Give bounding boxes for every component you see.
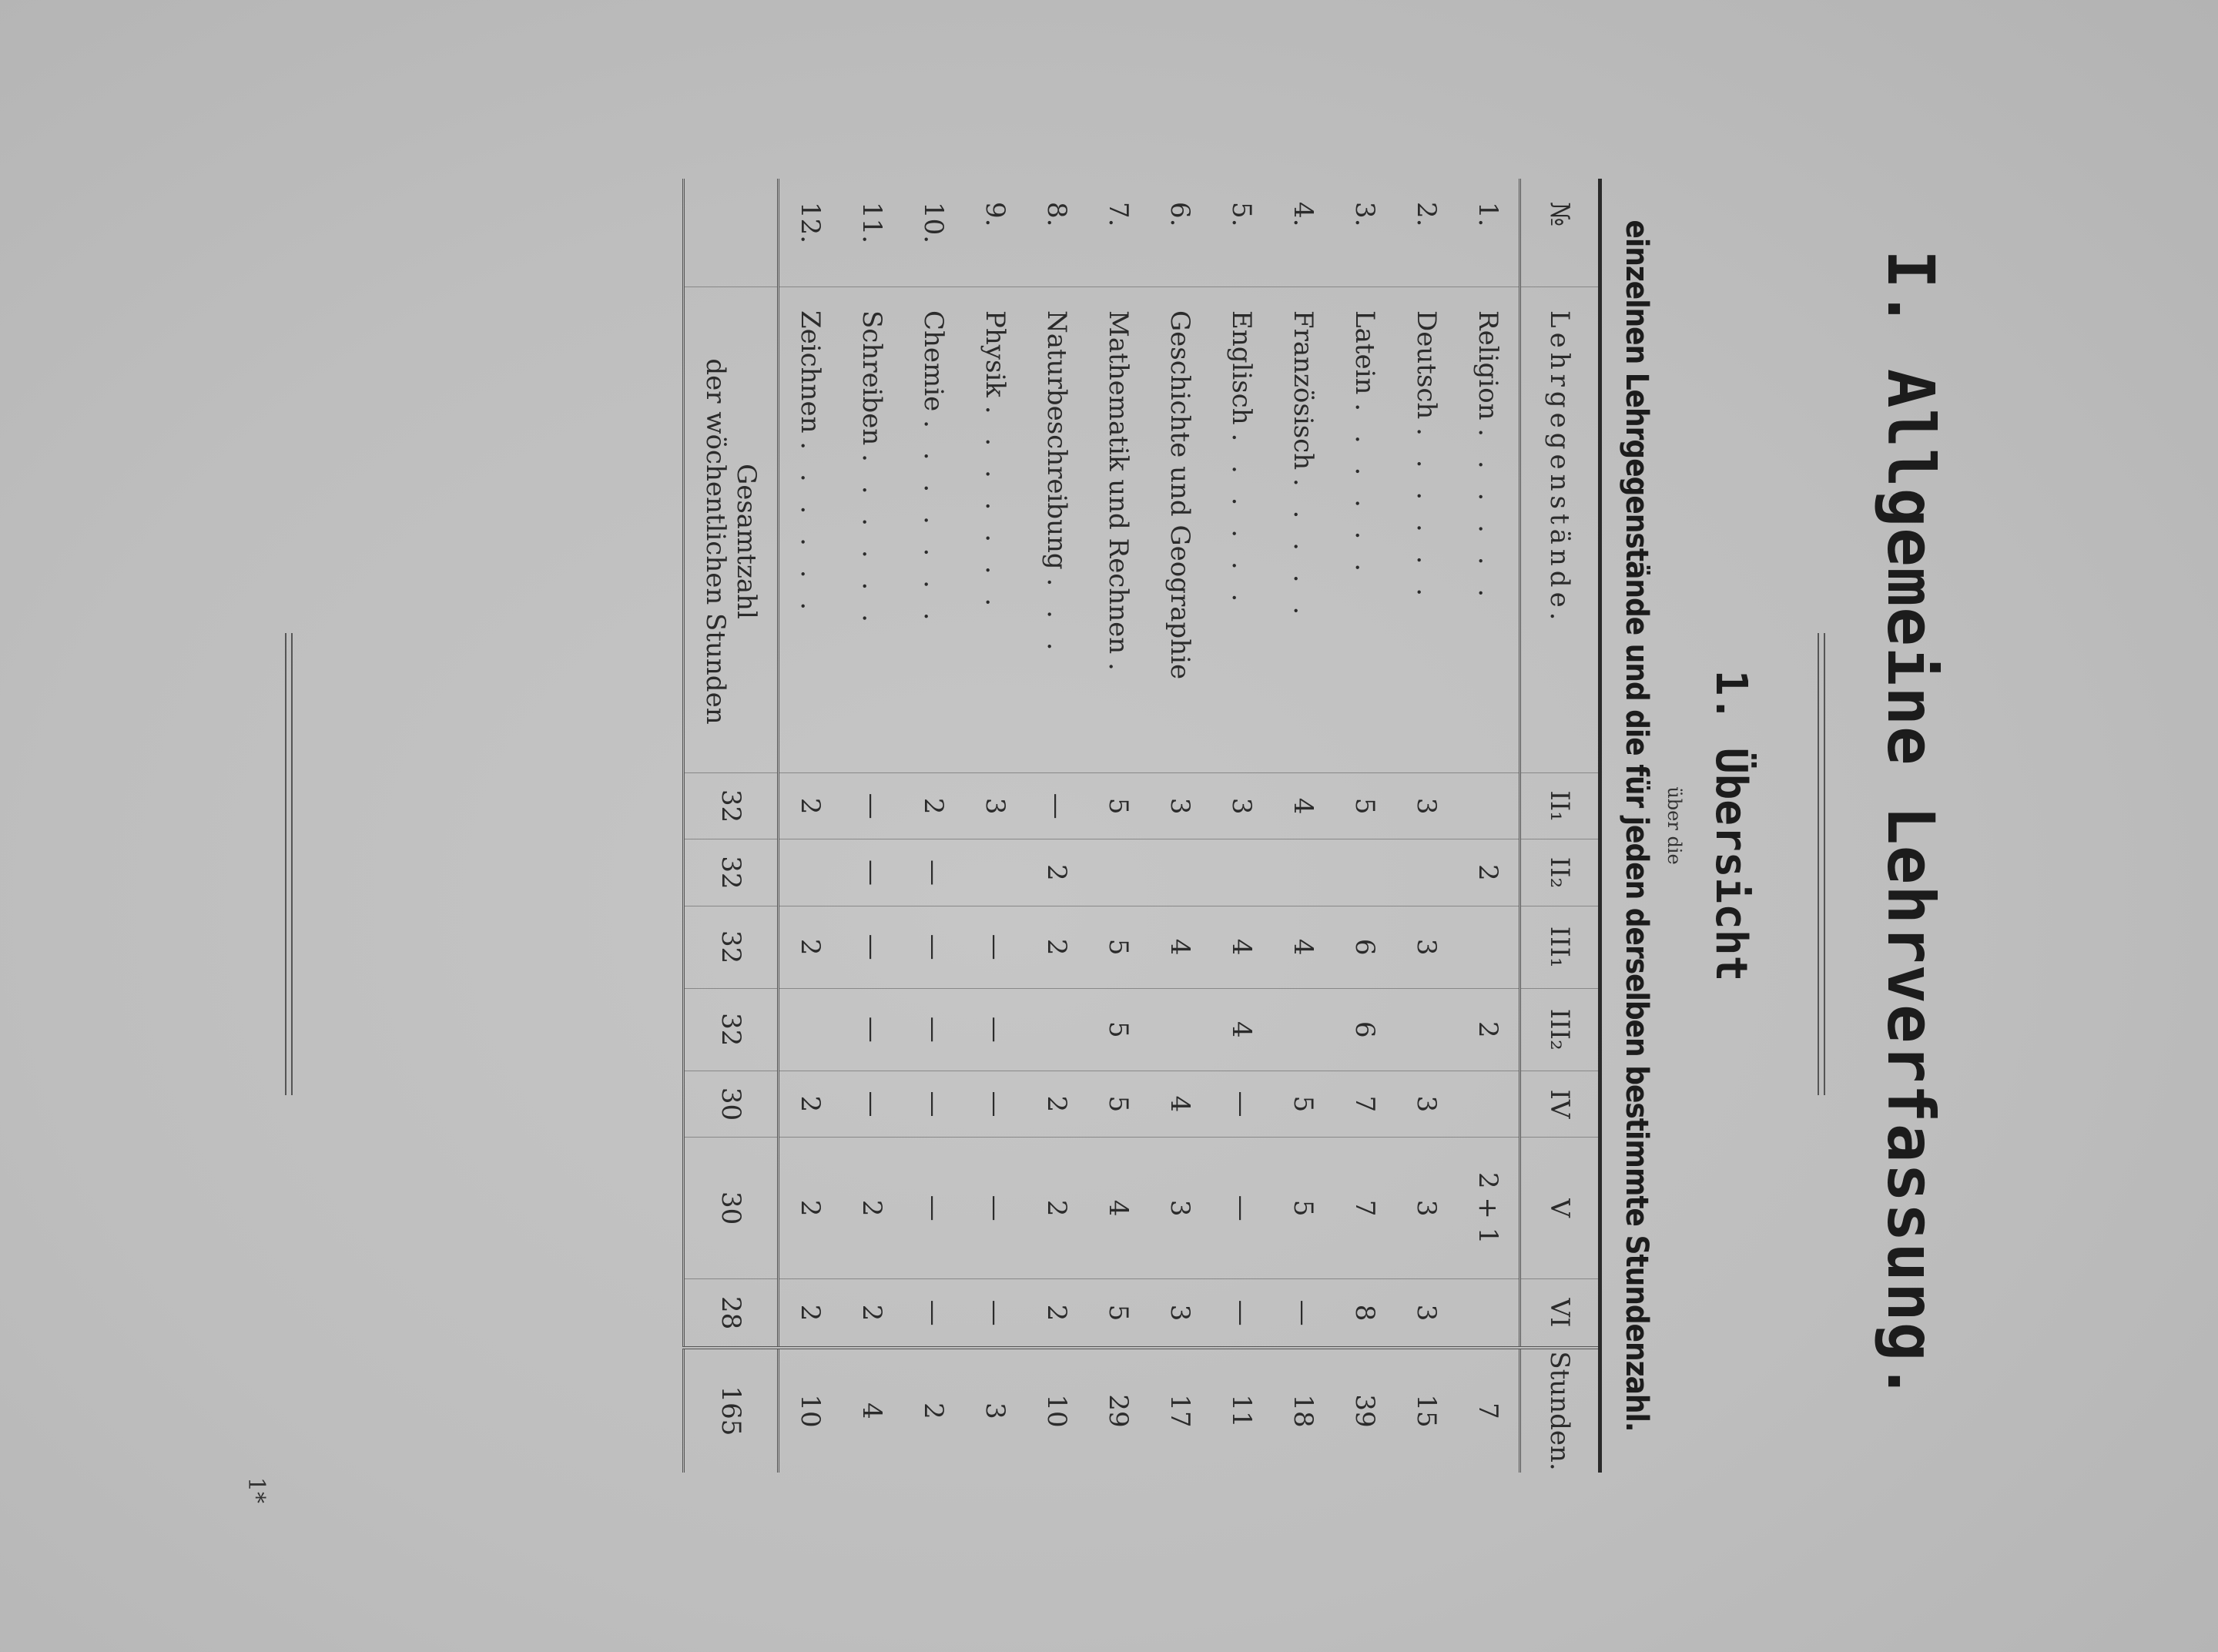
row-number: 11. [856,202,887,244]
row-number: 8. [1041,202,1072,227]
row-hours: 3 [964,773,1026,839]
row-hours: — [841,839,903,906]
table-row [841,179,903,1473]
row-subject [1149,287,1211,773]
row-hours: 3 [1211,773,1272,839]
row-hours: — [903,906,964,988]
table-row [1211,179,1272,1473]
row-hours: 4 [1211,988,1272,1071]
subject-name: Chemie [918,310,949,412]
leader-dots: . . . . . . . [980,405,1010,615]
row-hours [1272,988,1334,1071]
table-row [1149,179,1211,1473]
header-class: III₂ [1520,988,1600,1071]
row-hours: — [1211,1279,1272,1348]
row-hours: 5 [1087,1071,1149,1137]
footer-hours: 30 [684,1138,779,1279]
footer-label: Gesamtzahl der wöchentlichen Stunden [684,287,779,773]
row-hours: — [841,906,903,988]
row-hours: 7 [1334,1071,1395,1137]
row-hours: 3 [1149,773,1211,839]
row-total: 7 [1457,1348,1520,1473]
leader-dots: . . . . . . . [918,420,949,628]
row-hours: 2 + 1 [1457,1138,1520,1279]
row-hours: 5 [1087,988,1149,1071]
row-subject [1211,287,1272,773]
leader-dots: . [1103,662,1134,679]
section-subtitle: einzelnen Lehrgegenstände und die für jeden derselben bestimmte Stundenzahl. [1619,219,1654,1432]
row-hours [1026,988,1087,1071]
row-hours [1395,988,1457,1071]
row-hours: 2 [779,906,842,988]
row-hours: 2 [1026,1071,1087,1137]
leader-dots: . . . . . . [1411,427,1442,605]
header-number: № [1544,202,1575,227]
subject-name: Englisch [1226,310,1257,425]
footer-total: 165 [684,1348,779,1473]
row-hours: — [1026,773,1087,839]
row-hours [779,988,842,1071]
row-hours: 4 [1087,1138,1149,1279]
row-number: 4. [1288,202,1318,227]
leader-dots: . . . . . . [1473,428,1503,605]
row-hours: 4 [1272,773,1334,839]
row-hours: — [903,1279,964,1348]
row-total: 11 [1211,1348,1272,1473]
row-total: 2 [903,1348,964,1473]
footer-hours: 30 [684,1071,779,1137]
footer-hours: 28 [684,1279,779,1348]
leader-dots: . . . . . . [1226,433,1257,610]
header-class: II₂ [1520,839,1600,906]
row-subject [903,287,964,773]
subject-name: Französisch [1288,310,1318,471]
leader-dots: . . . . . . [856,454,887,630]
row-subject [1087,287,1149,773]
page-title: I. Allgemeine Lehrverfassung. [1873,250,1948,1402]
row-hours [964,839,1026,906]
row-total: 17 [1149,1348,1211,1473]
row-hours [1457,773,1520,839]
row-hours: — [1211,1071,1272,1137]
row-hours [1395,839,1457,906]
row-hours: 6 [1334,988,1395,1071]
row-number: 1. [1473,202,1503,227]
row-hours: — [964,906,1026,988]
table-row [1272,179,1334,1473]
row-hours: — [1272,1279,1334,1348]
footer-hours: 32 [684,773,779,839]
row-subject [779,287,842,773]
row-total: 15 [1395,1348,1457,1473]
row-hours: — [903,839,964,906]
row-hours: 2 [779,1138,842,1279]
row-hours [779,839,842,906]
subject-name: Geschichte und Geographie [1164,310,1195,680]
row-total: 10 [779,1348,842,1473]
subject-name: Physik [980,310,1010,397]
table-row [1395,179,1457,1473]
row-hours [1457,1279,1520,1348]
section-heading: 1. Übersicht [1706,669,1756,982]
row-total: 29 [1087,1348,1149,1473]
row-hours [1149,988,1211,1071]
header-class: VI [1520,1279,1600,1348]
header-class: II₁ [1520,773,1600,839]
row-hours: 2 [1026,1138,1087,1279]
row-number: 7. [1103,202,1134,227]
row-hours: 2 [1026,1279,1087,1348]
row-subject [1395,287,1457,773]
row-number: 5. [1226,202,1257,227]
header-class: III₁ [1520,906,1600,988]
row-hours: 2 [779,1071,842,1137]
document-page [154,94,2064,1557]
row-number: 3. [1349,202,1380,227]
row-hours: — [964,1279,1026,1348]
row-hours: 2 [779,1279,842,1348]
row-hours: — [1211,1138,1272,1279]
row-subject [964,287,1026,773]
row-hours: 3 [1395,1138,1457,1279]
footer-hours: 32 [684,906,779,988]
row-hours: — [903,1071,964,1137]
row-hours: 5 [1087,906,1149,988]
row-hours: — [841,773,903,839]
section-connector: über die [1664,786,1685,865]
row-hours: 5 [1272,1138,1334,1279]
row-hours: 7 [1334,1138,1395,1279]
row-hours [1087,839,1149,906]
row-subject [1272,287,1334,773]
table-row [1334,179,1395,1473]
row-hours: 2 [779,773,842,839]
row-hours: 2 [1457,988,1520,1071]
lesson-plan-table [682,179,1602,1473]
row-hours [1457,1071,1520,1137]
row-hours: 5 [1272,1071,1334,1137]
row-hours: — [841,988,903,1071]
row-hours: 4 [1149,1071,1211,1137]
table-footer-row [684,179,779,1473]
leader-dots: . . . . . . [1349,403,1380,580]
header-total: Stunden. [1520,1348,1600,1473]
row-hours [1149,839,1211,906]
row-total: 18 [1272,1348,1334,1473]
subject-name: Zeichnen [795,310,826,434]
row-hours: 3 [1149,1279,1211,1348]
row-subject [1457,287,1520,773]
row-hours: 2 [1026,839,1087,906]
row-hours [1457,906,1520,988]
row-hours [1272,839,1334,906]
row-number: 2. [1411,202,1442,227]
table-row [1457,179,1520,1473]
row-hours: 5 [1087,1279,1149,1348]
table-header-row [1520,179,1600,1473]
row-hours [1211,839,1272,906]
row-hours: — [841,1071,903,1137]
row-hours: 4 [1211,906,1272,988]
row-total: 10 [1026,1348,1087,1473]
row-hours: — [903,1138,964,1279]
row-subject [841,287,903,773]
row-hours: 2 [1026,906,1087,988]
row-hours: — [964,1138,1026,1279]
leader-dots: . . . . . [1288,478,1318,623]
row-hours: — [903,988,964,1071]
row-total: 3 [964,1348,1026,1473]
table-row [779,179,842,1473]
subject-name: Religion [1473,310,1503,421]
header-class: IV [1520,1071,1600,1137]
row-total: 4 [841,1348,903,1473]
row-hours: 8 [1334,1279,1395,1348]
header-subject: Lehrgegenstände. [1520,287,1600,773]
subject-name: Mathematik und Rechnen [1103,310,1134,655]
row-hours: 6 [1334,906,1395,988]
row-hours: — [964,988,1026,1071]
table-body [779,179,1520,1473]
row-number: 12. [779,179,842,287]
row-hours: 3 [1149,1138,1211,1279]
row-hours: 2 [903,773,964,839]
leader-dots: . . . [1041,578,1072,658]
row-subject [1334,287,1395,773]
row-hours: 2 [841,1279,903,1348]
row-hours: 4 [1149,906,1211,988]
row-number: 6. [1164,202,1195,227]
row-hours: 3 [1395,906,1457,988]
subject-name: Naturbeschreibung [1041,310,1072,570]
row-hours: 3 [1395,1071,1457,1137]
row-hours: 3 [1395,1279,1457,1348]
table-row [1026,179,1087,1473]
page-marker: 1* [243,1476,270,1503]
subject-name: Schreiben [856,310,887,446]
row-hours: 5 [1087,773,1149,839]
leader-dots: . . . . . . [795,441,826,618]
divider-rule [285,633,293,1095]
footer-hours: 32 [684,988,779,1071]
table-row [903,179,964,1473]
subject-name: Deutsch [1411,310,1442,420]
row-hours: 4 [1272,906,1334,988]
row-number: 10. [918,202,949,244]
divider-rule [1818,633,1825,1095]
subject-name: Latein [1349,310,1380,395]
table-row [1087,179,1149,1473]
header-class: V [1520,1138,1600,1279]
footer-hours: 32 [684,839,779,906]
row-hours: 3 [1395,773,1457,839]
row-subject [1026,287,1087,773]
row-hours: 2 [1457,839,1520,906]
row-hours: 5 [1334,773,1395,839]
row-total: 39 [1334,1348,1395,1473]
row-hours: 2 [841,1138,903,1279]
row-number: 9. [980,202,1010,227]
table-row [964,179,1026,1473]
row-hours: — [964,1071,1026,1137]
row-hours [1334,839,1395,906]
